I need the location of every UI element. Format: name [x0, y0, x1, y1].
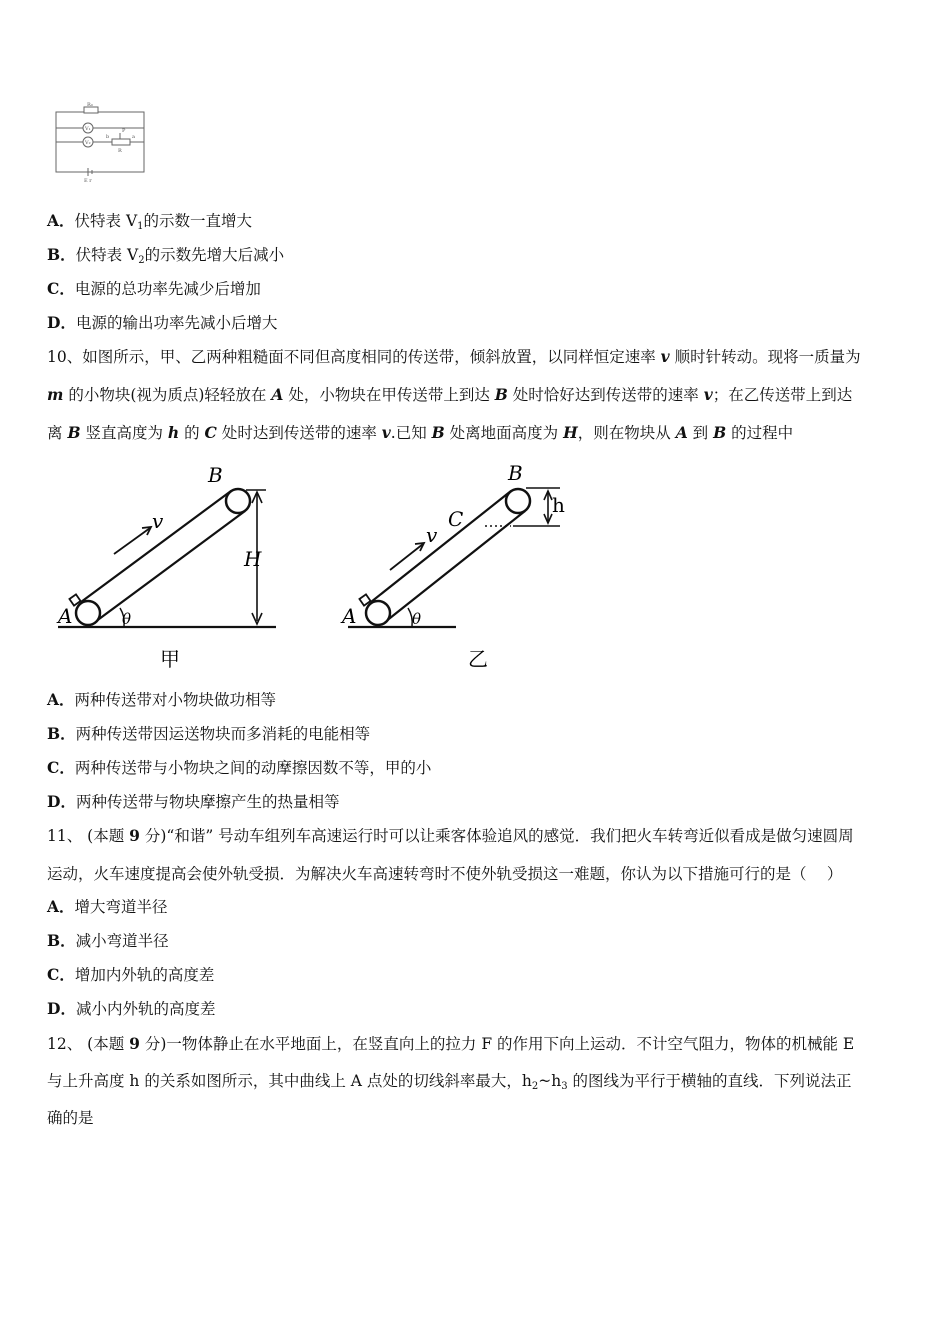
- q10-option-d: D．两种传送带与物块摩擦产生的热量相等: [47, 792, 340, 811]
- q10-stem-line3: 离 B 竖直高度为 h 的 C 处时达到传送带的速率 v.已知 B 处离地面高度为 H，则在物块从 A 到 B 的过程中: [47, 423, 794, 442]
- q12-stem-line3: 确的是: [47, 1109, 94, 1127]
- left-label-h-height: H: [244, 547, 262, 571]
- right-label-c: C: [448, 507, 464, 531]
- circuit-label-b: b: [106, 134, 110, 140]
- conveyor-belt-figure: [48, 458, 608, 678]
- circuit-label-r0: R₀: [87, 102, 93, 108]
- q11-option-a: A．增大弯道半径: [47, 897, 168, 916]
- q10-stem-line2: m 的小物块(视为质点)轻轻放在 A 处，小物块在甲传送带上到达 B 处时恰好达到传送带的速率 v；在乙传送带上到达: [47, 385, 853, 404]
- q11-stem-line2: 运动，火车速度提高会使外轨受损．为解决火车高速转弯时不使外轨受损这一难题，你认为以下措施可行的是（ ）: [47, 865, 843, 883]
- circuit-label-v1: V₁: [85, 126, 91, 132]
- q12-stem-line2: 与上升高度 h 的关系如图所示，其中曲线上 A 点处的切线斜率最大，$h_2\sim h_3$ 的图线为平行于横轴的直线．下列说法正: [47, 1072, 852, 1092]
- left-label-v: v: [152, 509, 164, 533]
- left-caption: 甲: [160, 647, 180, 671]
- circuit-label-p: P: [122, 128, 126, 134]
- q11-option-b: B．减小弯道半径: [47, 931, 169, 950]
- circuit-diagram: [50, 98, 150, 184]
- circuit-label-r: R: [118, 148, 122, 154]
- q9-option-c: C．电源的总功率先减少后增加: [47, 279, 261, 298]
- circuit-label-v2: V₂: [85, 140, 91, 146]
- q10-option-b: B．两种传送带因运送物块而多消耗的电能相等: [47, 724, 371, 743]
- q10-option-a: A．两种传送带对小物块做功相等: [47, 690, 277, 709]
- q11-option-c: C．增加内外轨的高度差: [47, 965, 215, 984]
- q9-option-a: A．伏特表 $V_1$的示数一直增大: [47, 211, 253, 232]
- right-label-b: B: [508, 461, 523, 485]
- left-label-a: A: [58, 604, 73, 628]
- q10-stem-line1: 10、如图所示，甲、乙两种粗糙面不同但高度相同的传送带，倾斜放置，以同样恒定速率 v 顺时针转动。现将一质量为: [47, 347, 861, 366]
- q11-option-d: D．减小内外轨的高度差: [47, 999, 216, 1018]
- q10-option-c: C．两种传送带与小物块之间的动摩擦因数不等，甲的小: [47, 758, 432, 777]
- left-label-b: B: [208, 463, 223, 487]
- q11-stem-line1: 11、 (本题 9 分)“和谐” 号动车组列车高速运行时可以让乘客体验追风的感觉．我们把火车转弯近似看成是做匀速圆周: [47, 826, 854, 845]
- right-label-h: h: [552, 493, 565, 517]
- q12-stem-line1: 12、 (本题 9 分)一物体静止在水平地面上，在竖直向上的拉力 F 的作用下向上运动．不计空气阻力，物体的机械能 E: [47, 1034, 855, 1053]
- left-label-theta: θ: [122, 610, 132, 628]
- circuit-label-er: E r: [84, 178, 92, 184]
- circuit-label-a: a: [132, 134, 135, 140]
- q9-option-d: D．电源的输出功率先减小后增大: [47, 313, 278, 332]
- right-label-theta: θ: [412, 610, 422, 628]
- q9-option-b: B．伏特表 $V_2$的示数先增大后减小: [47, 245, 285, 266]
- right-caption: 乙: [468, 647, 488, 671]
- right-label-v: v: [426, 523, 438, 547]
- right-label-a: A: [342, 604, 357, 628]
